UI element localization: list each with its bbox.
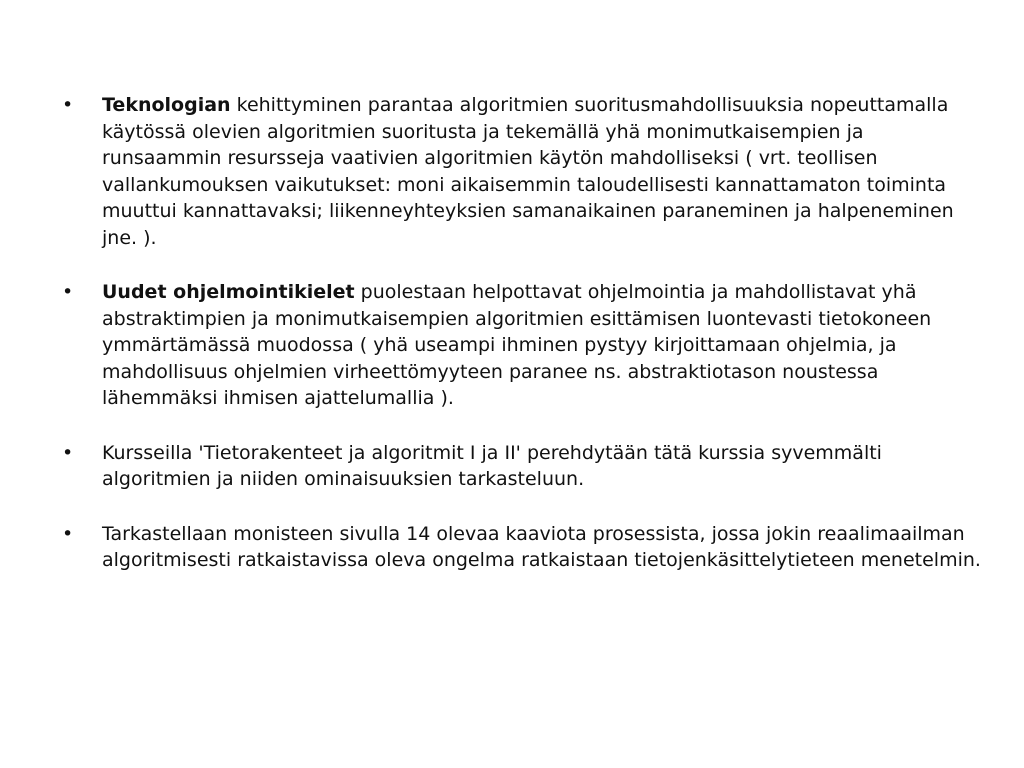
bullet-text: kehittyminen parantaa algoritmien suoritusmahdollisuuksia nopeuttamalla käytössä olevien algoritmien suoritusta ja tekemällä yhä monimutkaisempien ja runsaammin resursseja vaativien algoritmien käytön mahdolliseksi ( vrt. teollisen vallankumouksen vaikutukset: moni aikaisemmin taloudellisesti kannattamaton toiminta muuttui kannattavaksi; liikenneyhteyksien samanaikainen paraneminen ja halpeneminen jne. ). [102,94,954,249]
bullet-text: Kursseilla 'Tietorakenteet ja algoritmit I ja II' perehdytään tätä kurssia syvemmälti algoritmien ja niiden ominaisuuksien tarkasteluun. [102,441,882,490]
bullet-item-technology [62,92,982,251]
bullet-text: Tarkastellaan monisteen sivulla 14 olevaa kaaviota prosessista, jossa jokin reaalimaailman algoritmisesti ratkaistavissa oleva ongelma ratkaistaan tietojenkäsittelytieteen menetelmin. [102,522,981,571]
bullet-text: puolestaan helpottavat ohjelmointia ja mahdollistavat yhä abstraktimpien ja monimutkaisempien algoritmien esittämisen luontevasti tietokoneen ymmärtämässä muodossa ( yhä useampi ihminen pystyy kirjoittamaan ohjelmia, ja mahdollisuus ohjelmien virheettömyyteen paranee ns. abstraktiotason noustessa lähemmäksi ihmisen ajattelumallia ). [102,281,932,409]
bullet-item-courses [62,440,982,493]
bullet-dot: • [62,441,74,464]
bullet-dot: • [62,522,74,545]
bullet-list [62,92,982,602]
bullet-bold-term: Uudet ohjelmointikielet [102,281,355,303]
bullet-bold-term: Teknologian [102,94,231,116]
bullet-item-languages [62,279,982,412]
bullet-item-diagram [62,521,982,574]
bullet-dot: • [62,94,74,116]
bullet-dot: • [62,281,74,303]
